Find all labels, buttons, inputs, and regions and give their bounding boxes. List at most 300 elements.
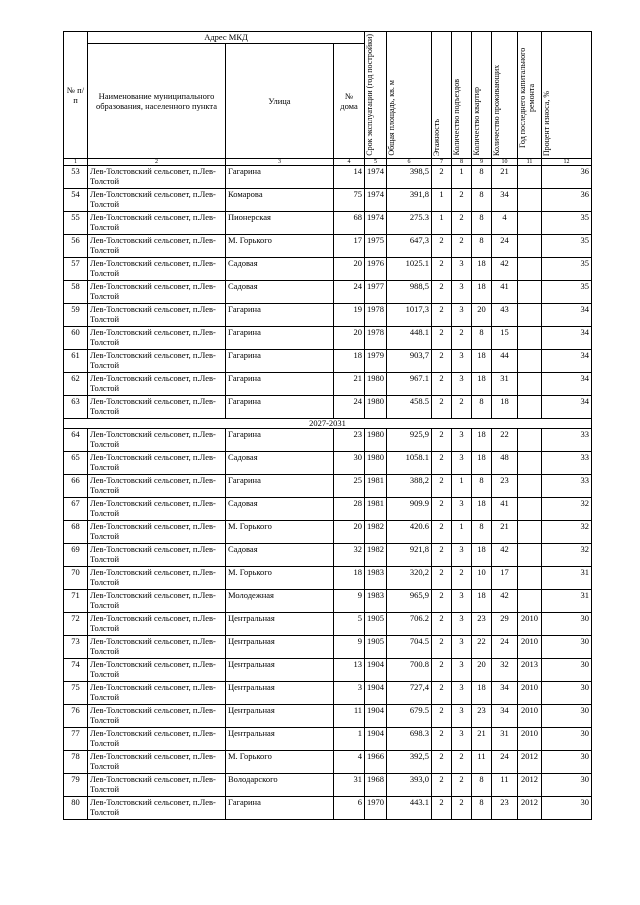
floors-cell: 2 <box>432 589 452 612</box>
row-number: 66 <box>64 474 88 497</box>
floors-header: Этажность <box>432 118 442 156</box>
area-cell: 392,5 <box>387 750 432 773</box>
row-number: 71 <box>64 589 88 612</box>
year-built-header: Срок эксплуатации (год постройки) <box>365 34 375 156</box>
area-cell: 706.2 <box>387 612 432 635</box>
area-cell: 320,2 <box>387 566 432 589</box>
area-header: Общая площадь, кв. м <box>387 80 397 156</box>
residents-cell: 11 <box>492 773 518 796</box>
house-cell: 18 <box>334 349 365 372</box>
table-row <box>64 681 592 704</box>
area-cell: 727,4 <box>387 681 432 704</box>
wear-cell: 30 <box>542 773 592 796</box>
repair-year-cell: 2012 <box>518 773 542 796</box>
house-cell: 68 <box>334 211 365 234</box>
table-row <box>64 704 592 727</box>
municipality-cell: Лев-Толстовский сельсовет, п.Лев-Толстой <box>88 750 226 773</box>
wear-cell: 36 <box>542 188 592 211</box>
house-header: № дома <box>334 43 365 158</box>
apartments-cell: 11 <box>472 750 492 773</box>
residents-cell: 18 <box>492 395 518 418</box>
table-row <box>64 257 592 280</box>
entrances-cell: 2 <box>452 750 472 773</box>
area-cell: 1017,3 <box>387 303 432 326</box>
apartments-cell: 18 <box>472 280 492 303</box>
street-cell: Пионерская <box>226 211 334 234</box>
area-cell: 398,5 <box>387 165 432 188</box>
col-number: 9 <box>472 158 492 165</box>
residents-cell: 29 <box>492 612 518 635</box>
year-cell: 1979 <box>365 349 387 372</box>
year-cell: 1905 <box>365 612 387 635</box>
year-cell: 1968 <box>365 773 387 796</box>
floors-cell: 2 <box>432 681 452 704</box>
col-number: 6 <box>387 158 432 165</box>
floors-cell: 2 <box>432 165 452 188</box>
floors-cell: 2 <box>432 520 452 543</box>
entrances-cell: 2 <box>452 188 472 211</box>
house-cell: 25 <box>334 474 365 497</box>
apartments-cell: 8 <box>472 474 492 497</box>
street-header: Улица <box>226 43 334 158</box>
floors-cell: 2 <box>432 658 452 681</box>
residents-cell: 41 <box>492 497 518 520</box>
street-cell: Гагарина <box>226 428 334 451</box>
table-row <box>64 188 592 211</box>
apartments-cell: 8 <box>472 520 492 543</box>
house-cell: 11 <box>334 704 365 727</box>
house-cell: 32 <box>334 543 365 566</box>
apartments-cell: 18 <box>472 372 492 395</box>
table-row <box>64 520 592 543</box>
house-cell: 24 <box>334 280 365 303</box>
street-cell: Гагарина <box>226 395 334 418</box>
year-cell: 1983 <box>365 566 387 589</box>
row-number: 78 <box>64 750 88 773</box>
repair-year-cell <box>518 497 542 520</box>
entrances-cell: 2 <box>452 326 472 349</box>
year-cell: 1975 <box>365 234 387 257</box>
area-cell: 443.1 <box>387 796 432 819</box>
municipality-cell: Лев-Толстовский сельсовет, п.Лев-Толстой <box>88 280 226 303</box>
entrances-cell: 3 <box>452 280 472 303</box>
wear-cell: 30 <box>542 727 592 750</box>
apartments-cell: 21 <box>472 727 492 750</box>
entrances-cell: 2 <box>452 234 472 257</box>
street-cell: М. Горького <box>226 520 334 543</box>
entrances-cell: 3 <box>452 543 472 566</box>
table-row <box>64 165 592 188</box>
house-cell: 19 <box>334 303 365 326</box>
house-cell: 28 <box>334 497 365 520</box>
table-row <box>64 750 592 773</box>
entrances-cell: 3 <box>452 257 472 280</box>
area-cell: 391,8 <box>387 188 432 211</box>
period-row <box>64 418 592 428</box>
area-cell: 965,9 <box>387 589 432 612</box>
entrances-cell: 3 <box>452 497 472 520</box>
floors-cell: 2 <box>432 474 452 497</box>
house-cell: 24 <box>334 395 365 418</box>
house-cell: 6 <box>334 796 365 819</box>
table-body-a <box>64 165 592 418</box>
repair-year-cell: 2010 <box>518 612 542 635</box>
apartments-cell: 8 <box>472 395 492 418</box>
col-num-header: № п/п <box>64 32 88 159</box>
repair-year-cell: 2010 <box>518 727 542 750</box>
house-cell: 21 <box>334 372 365 395</box>
house-cell: 20 <box>334 520 365 543</box>
area-cell: 393,0 <box>387 773 432 796</box>
municipality-cell: Лев-Толстовский сельсовет, п.Лев-Толстой <box>88 796 226 819</box>
apartments-cell: 18 <box>472 428 492 451</box>
col-number: 5 <box>365 158 387 165</box>
apartments-cell: 18 <box>472 681 492 704</box>
repair-year-cell <box>518 257 542 280</box>
entrances-cell: 3 <box>452 681 472 704</box>
municipality-cell: Лев-Толстовский сельсовет, п.Лев-Толстой <box>88 372 226 395</box>
row-number: 70 <box>64 566 88 589</box>
residents-cell: 31 <box>492 372 518 395</box>
floors-cell: 2 <box>432 773 452 796</box>
residents-cell: 34 <box>492 704 518 727</box>
area-cell: 903,7 <box>387 349 432 372</box>
floors-cell: 2 <box>432 303 452 326</box>
floors-cell: 2 <box>432 257 452 280</box>
area-cell: 967.1 <box>387 372 432 395</box>
row-number: 73 <box>64 635 88 658</box>
house-cell: 20 <box>334 257 365 280</box>
repair-year-cell <box>518 520 542 543</box>
house-cell: 30 <box>334 451 365 474</box>
col-number: 11 <box>518 158 542 165</box>
year-cell: 1980 <box>365 372 387 395</box>
area-cell: 448.1 <box>387 326 432 349</box>
row-number: 55 <box>64 211 88 234</box>
municipality-cell: Лев-Толстовский сельсовет, п.Лев-Толстой <box>88 349 226 372</box>
year-cell: 1976 <box>365 257 387 280</box>
municipality-cell: Лев-Толстовский сельсовет, п.Лев-Толстой <box>88 188 226 211</box>
municipality-cell: Лев-Толстовский сельсовет, п.Лев-Толстой <box>88 234 226 257</box>
entrances-cell: 2 <box>452 773 472 796</box>
row-number: 79 <box>64 773 88 796</box>
entrances-cell: 3 <box>452 589 472 612</box>
municipality-cell: Лев-Толстовский сельсовет, п.Лев-Толстой <box>88 257 226 280</box>
municipality-cell: Лев-Толстовский сельсовет, п.Лев-Толстой <box>88 566 226 589</box>
wear-cell: 33 <box>542 451 592 474</box>
year-cell: 1970 <box>365 796 387 819</box>
repair-year-cell: 2010 <box>518 681 542 704</box>
year-cell: 1904 <box>365 681 387 704</box>
repair-year-cell: 2012 <box>518 750 542 773</box>
floors-cell: 2 <box>432 750 452 773</box>
row-number: 76 <box>64 704 88 727</box>
area-cell: 698.3 <box>387 727 432 750</box>
year-cell: 1974 <box>365 165 387 188</box>
table-row <box>64 234 592 257</box>
row-number: 54 <box>64 188 88 211</box>
year-cell: 1983 <box>365 589 387 612</box>
repair-year-cell <box>518 303 542 326</box>
repair-year-cell <box>518 543 542 566</box>
residents-cell: 24 <box>492 234 518 257</box>
municipality-cell: Лев-Толстовский сельсовет, п.Лев-Толстой <box>88 520 226 543</box>
apartments-cell: 8 <box>472 211 492 234</box>
entrances-cell: 1 <box>452 520 472 543</box>
wear-cell: 31 <box>542 589 592 612</box>
entrances-cell: 3 <box>452 612 472 635</box>
row-number: 80 <box>64 796 88 819</box>
year-cell: 1904 <box>365 704 387 727</box>
year-cell: 1904 <box>365 658 387 681</box>
year-cell: 1974 <box>365 211 387 234</box>
apartments-cell: 22 <box>472 635 492 658</box>
area-cell: 647,3 <box>387 234 432 257</box>
street-cell: Молодежная <box>226 589 334 612</box>
house-cell: 4 <box>334 750 365 773</box>
wear-cell: 33 <box>542 474 592 497</box>
apartments-cell: 8 <box>472 234 492 257</box>
row-number: 74 <box>64 658 88 681</box>
table-row <box>64 349 592 372</box>
col-number: 7 <box>432 158 452 165</box>
row-number: 60 <box>64 326 88 349</box>
street-cell: Центральная <box>226 612 334 635</box>
col-number: 3 <box>226 158 334 165</box>
house-cell: 9 <box>334 589 365 612</box>
area-cell: 925,9 <box>387 428 432 451</box>
residents-cell: 42 <box>492 257 518 280</box>
table-row <box>64 773 592 796</box>
wear-cell: 32 <box>542 497 592 520</box>
municipality-header: Наименование муниципального образования, населенного пункта <box>88 43 226 158</box>
apartments-header: Количество квартир <box>472 87 482 156</box>
table-row <box>64 543 592 566</box>
floors-cell: 2 <box>432 704 452 727</box>
wear-header: Процент износа, % <box>542 90 552 156</box>
table-body-b <box>64 428 592 819</box>
row-number: 63 <box>64 395 88 418</box>
floors-cell: 2 <box>432 543 452 566</box>
row-number: 61 <box>64 349 88 372</box>
residents-header: Количество проживающих <box>492 64 502 156</box>
entrances-cell: 1 <box>452 165 472 188</box>
wear-cell: 36 <box>542 165 592 188</box>
wear-cell: 30 <box>542 612 592 635</box>
municipality-cell: Лев-Толстовский сельсовет, п.Лев-Толстой <box>88 326 226 349</box>
residents-cell: 41 <box>492 280 518 303</box>
table-row <box>64 658 592 681</box>
municipality-cell: Лев-Толстовский сельсовет, п.Лев-Толстой <box>88 303 226 326</box>
col-number: 12 <box>542 158 592 165</box>
apartments-cell: 23 <box>472 612 492 635</box>
repair-year-cell <box>518 326 542 349</box>
year-cell: 1980 <box>365 451 387 474</box>
area-cell: 275.3 <box>387 211 432 234</box>
area-cell: 1025.1 <box>387 257 432 280</box>
col-number: 1 <box>64 158 88 165</box>
area-cell: 909.9 <box>387 497 432 520</box>
municipality-cell: Лев-Толстовский сельсовет, п.Лев-Толстой <box>88 395 226 418</box>
entrances-cell: 3 <box>452 658 472 681</box>
repair-year-cell <box>518 165 542 188</box>
municipality-cell: Лев-Толстовский сельсовет, п.Лев-Толстой <box>88 428 226 451</box>
street-cell: Центральная <box>226 704 334 727</box>
apartments-cell: 8 <box>472 773 492 796</box>
apartments-cell: 10 <box>472 566 492 589</box>
floors-cell: 2 <box>432 566 452 589</box>
column-number-row <box>64 158 592 165</box>
repair-year-cell: 2010 <box>518 704 542 727</box>
wear-cell: 34 <box>542 395 592 418</box>
municipality-cell: Лев-Толстовский сельсовет, п.Лев-Толстой <box>88 704 226 727</box>
entrances-cell: 2 <box>452 395 472 418</box>
entrances-cell: 3 <box>452 451 472 474</box>
residents-cell: 48 <box>492 451 518 474</box>
area-cell: 458.5 <box>387 395 432 418</box>
repair-year-cell <box>518 280 542 303</box>
residents-cell: 32 <box>492 658 518 681</box>
year-cell: 1981 <box>365 497 387 520</box>
floors-cell: 2 <box>432 635 452 658</box>
col-number: 2 <box>88 158 226 165</box>
wear-cell: 31 <box>542 566 592 589</box>
table-row <box>64 474 592 497</box>
house-cell: 31 <box>334 773 365 796</box>
repair-year-cell <box>518 349 542 372</box>
wear-cell: 30 <box>542 750 592 773</box>
municipality-cell: Лев-Толстовский сельсовет, п.Лев-Толстой <box>88 543 226 566</box>
col-number: 4 <box>334 158 365 165</box>
street-cell: Гагарина <box>226 349 334 372</box>
wear-cell: 34 <box>542 303 592 326</box>
street-cell: Центральная <box>226 727 334 750</box>
street-cell: Гагарина <box>226 303 334 326</box>
street-cell: Садовая <box>226 257 334 280</box>
apartments-cell: 18 <box>472 349 492 372</box>
residents-cell: 44 <box>492 349 518 372</box>
floors-cell: 1 <box>432 211 452 234</box>
entrances-cell: 3 <box>452 349 472 372</box>
address-group-header: Адрес МКД <box>88 32 365 44</box>
municipality-cell: Лев-Толстовский сельсовет, п.Лев-Толстой <box>88 658 226 681</box>
house-cell: 5 <box>334 612 365 635</box>
row-number: 62 <box>64 372 88 395</box>
wear-cell: 33 <box>542 428 592 451</box>
apartments-cell: 18 <box>472 589 492 612</box>
house-cell: 23 <box>334 428 365 451</box>
year-cell: 1905 <box>365 635 387 658</box>
floors-cell: 2 <box>432 326 452 349</box>
row-number: 59 <box>64 303 88 326</box>
area-cell: 700.8 <box>387 658 432 681</box>
table-row <box>64 326 592 349</box>
street-cell: Садовая <box>226 451 334 474</box>
residents-cell: 43 <box>492 303 518 326</box>
repair-year-cell <box>518 211 542 234</box>
row-number: 65 <box>64 451 88 474</box>
municipality-cell: Лев-Толстовский сельсовет, п.Лев-Толстой <box>88 211 226 234</box>
apartments-cell: 18 <box>472 497 492 520</box>
residents-cell: 24 <box>492 750 518 773</box>
municipality-cell: Лев-Толстовский сельсовет, п.Лев-Толстой <box>88 589 226 612</box>
street-cell: Гагарина <box>226 474 334 497</box>
col-number: 10 <box>492 158 518 165</box>
municipality-cell: Лев-Толстовский сельсовет, п.Лев-Толстой <box>88 727 226 750</box>
year-cell: 1966 <box>365 750 387 773</box>
residents-cell: 15 <box>492 326 518 349</box>
street-cell: Гагарина <box>226 372 334 395</box>
table-row <box>64 428 592 451</box>
entrances-cell: 3 <box>452 428 472 451</box>
apartments-cell: 20 <box>472 658 492 681</box>
year-cell: 1981 <box>365 474 387 497</box>
floors-cell: 2 <box>432 428 452 451</box>
repair-year-cell <box>518 234 542 257</box>
house-cell: 14 <box>334 165 365 188</box>
table-row <box>64 372 592 395</box>
area-cell: 988,5 <box>387 280 432 303</box>
house-cell: 9 <box>334 635 365 658</box>
repair-year-cell: 2012 <box>518 796 542 819</box>
house-cell: 13 <box>334 658 365 681</box>
residents-cell: 42 <box>492 589 518 612</box>
apartments-cell: 18 <box>472 451 492 474</box>
floors-cell: 2 <box>432 796 452 819</box>
row-number: 72 <box>64 612 88 635</box>
last-repair-header: Год последнего капитального ремонта <box>518 47 537 148</box>
year-cell: 1982 <box>365 520 387 543</box>
house-cell: 20 <box>334 326 365 349</box>
entrances-cell: 3 <box>452 303 472 326</box>
floors-cell: 2 <box>432 395 452 418</box>
wear-cell: 35 <box>542 257 592 280</box>
table-header <box>64 32 592 166</box>
table-row <box>64 727 592 750</box>
residents-cell: 22 <box>492 428 518 451</box>
street-cell: М. Горького <box>226 566 334 589</box>
row-number: 68 <box>64 520 88 543</box>
street-cell: М. Горького <box>226 234 334 257</box>
repair-year-cell: 2013 <box>518 658 542 681</box>
wear-cell: 34 <box>542 326 592 349</box>
entrances-cell: 2 <box>452 566 472 589</box>
apartments-cell: 8 <box>472 188 492 211</box>
municipality-cell: Лев-Толстовский сельсовет, п.Лев-Толстой <box>88 681 226 704</box>
floors-cell: 2 <box>432 280 452 303</box>
residents-cell: 17 <box>492 566 518 589</box>
row-number: 77 <box>64 727 88 750</box>
floors-cell: 2 <box>432 727 452 750</box>
table-row <box>64 280 592 303</box>
row-number: 53 <box>64 165 88 188</box>
street-cell: Гагарина <box>226 326 334 349</box>
year-cell: 1980 <box>365 395 387 418</box>
street-cell: Володарского <box>226 773 334 796</box>
row-number: 64 <box>64 428 88 451</box>
street-cell: Центральная <box>226 635 334 658</box>
apartments-cell: 20 <box>472 303 492 326</box>
municipality-cell: Лев-Толстовский сельсовет, п.Лев-Толстой <box>88 497 226 520</box>
municipality-cell: Лев-Толстовский сельсовет, п.Лев-Толстой <box>88 165 226 188</box>
table-row <box>64 635 592 658</box>
wear-cell: 35 <box>542 280 592 303</box>
street-cell: Садовая <box>226 280 334 303</box>
wear-cell: 30 <box>542 704 592 727</box>
residents-cell: 23 <box>492 796 518 819</box>
house-cell: 1 <box>334 727 365 750</box>
table-row <box>64 303 592 326</box>
